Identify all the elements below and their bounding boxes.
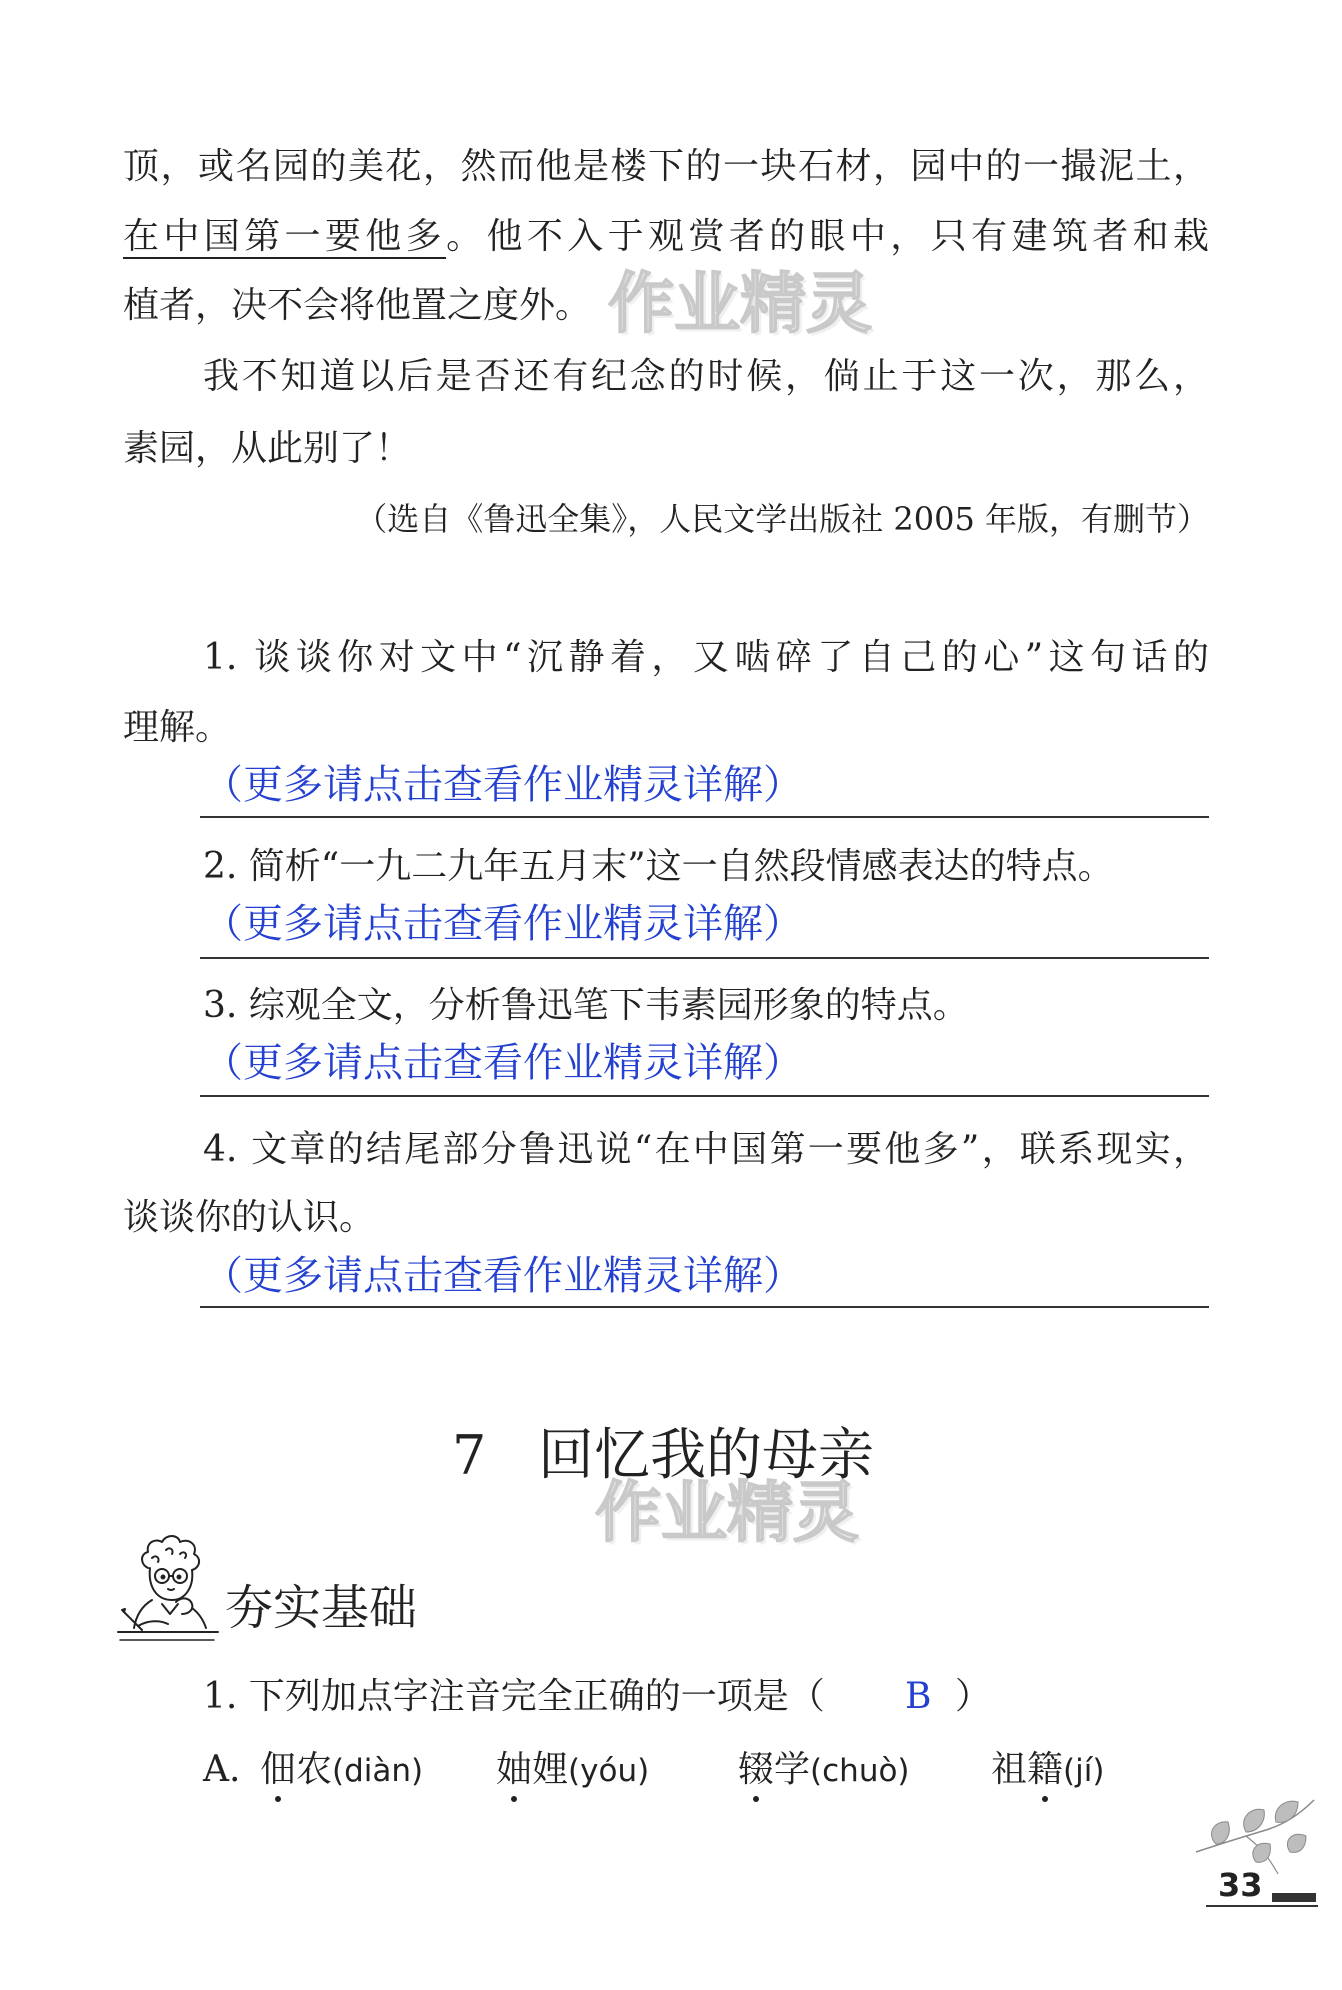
option-term — [496, 1748, 649, 1793]
question-1-text-cont: 理解。 — [123, 707, 232, 748]
term-pre: 祖 — [991, 1749, 1028, 1790]
underlined-sentence: 在中国第一要他多 — [123, 216, 447, 257]
exercise-close-paren: ） — [955, 1676, 992, 1717]
answer-link-3[interactable]: （更多请点击查看作业精灵详解） — [203, 1040, 803, 1086]
emphasized-char: 辍 — [738, 1749, 775, 1790]
question-4-text-cont: 谈谈你的认识。 — [123, 1197, 376, 1238]
student-thinking-icon — [116, 1528, 220, 1648]
term-pinyin: (chuò) — [810, 1753, 910, 1789]
emphasized-char: 籍 — [1027, 1749, 1064, 1790]
emphasized-char: 佃 — [260, 1749, 297, 1790]
answer-link-2[interactable]: （更多请点击查看作业精灵详解） — [203, 901, 803, 947]
term-post: 学 — [774, 1749, 811, 1790]
watermark: 作业精灵 — [595, 1474, 859, 1551]
exercise-answer: B — [905, 1676, 932, 1717]
question-1-text: 1. 谈谈你对文中“沉静着，又啮碎了自己的心”这句话的 — [203, 637, 1209, 678]
answer-line — [200, 816, 1209, 818]
answer-line — [200, 1095, 1209, 1097]
section-heading: 夯实基础 — [225, 1580, 418, 1636]
option-term — [260, 1748, 423, 1793]
question-4-text: 4. 文章的结尾部分鲁迅说“在中国第一要他多”，联系现实， — [203, 1129, 1209, 1170]
watermark: 作业精灵 — [608, 265, 872, 342]
passage-line-2-rest: 。他不入于观赏者的眼中，只有建筑者和栽 — [446, 216, 1209, 257]
lesson-number: 7 — [452, 1424, 487, 1487]
answer-link-4[interactable]: （更多请点击查看作业精灵详解） — [203, 1253, 803, 1299]
passage-line-4: 我不知道以后是否还有纪念的时候，倘止于这一次，那么， — [203, 356, 1209, 397]
answer-line — [200, 1306, 1209, 1308]
lesson-title: 回忆我的母亲 — [538, 1423, 874, 1488]
source-citation: （选自《鲁迅全集》，人民文学出版社 2005 年版，有删节） — [355, 500, 1209, 538]
answer-line — [200, 957, 1209, 959]
answer-link-1[interactable]: （更多请点击查看作业精灵详解） — [203, 762, 803, 808]
option-term — [738, 1748, 910, 1793]
page-number-rule — [1206, 1905, 1318, 1907]
page-number: 33 — [1218, 1866, 1263, 1904]
option-label: A. — [203, 1749, 241, 1790]
passage-line-3: 植者，决不会将他置之度外。 — [123, 285, 592, 326]
term-pinyin: (jí) — [1063, 1753, 1105, 1789]
exercise-prompt: 1. 下列加点字注音完全正确的一项是（ — [203, 1676, 825, 1717]
passage-line-1: 顶，或名园的美花，然而他是楼下的一块石材，园中的一撮泥土， — [123, 146, 1209, 187]
passage-line-2 — [123, 215, 1209, 259]
passage-line-5: 素园，从此别了！ — [123, 428, 412, 469]
term-post: 农 — [296, 1749, 333, 1790]
emphasized-char: 妯 — [496, 1749, 533, 1790]
page-number-bar — [1272, 1893, 1316, 1902]
option-term — [991, 1748, 1104, 1793]
term-post: 娌 — [532, 1749, 569, 1790]
question-3-text: 3. 综观全文，分析鲁迅笔下韦素园形象的特点。 — [203, 985, 969, 1026]
term-pinyin: (diàn) — [332, 1753, 424, 1789]
question-2-text: 2. 简析“一九二九年五月末”这一自然段情感表达的特点。 — [203, 846, 1114, 887]
term-pinyin: (yóu) — [568, 1753, 650, 1789]
